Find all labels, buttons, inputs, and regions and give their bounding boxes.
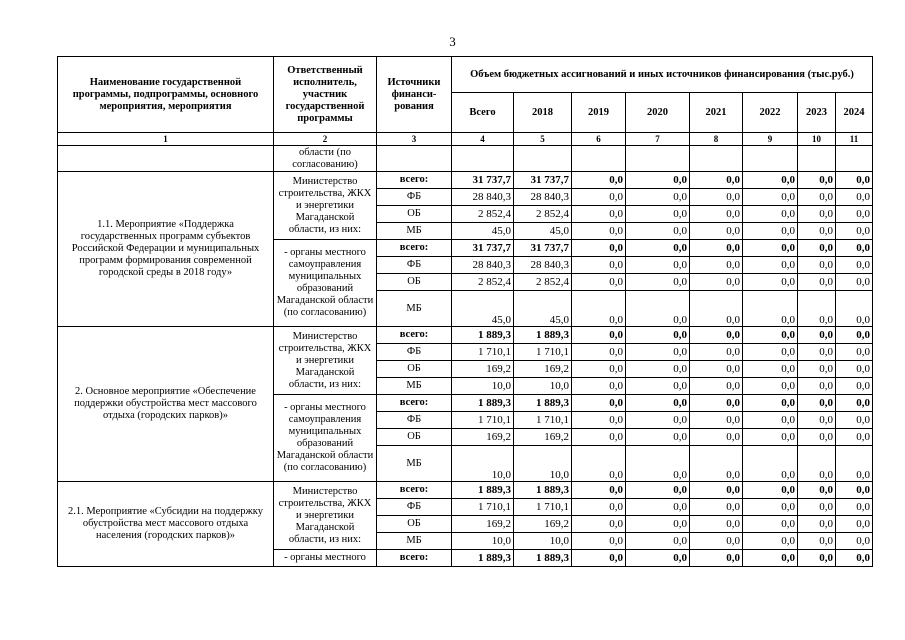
header-year: 2022 [743,93,798,133]
value-cell: 10,0 [514,533,572,550]
value-cell: 0,0 [743,516,798,533]
value-cell: 0,0 [836,240,873,257]
value-cell: 0,0 [626,327,690,344]
value-cell: 0,0 [836,172,873,189]
value-cell: 0,0 [572,257,626,274]
table-cell [514,146,572,172]
source-cell: ФБ [377,412,452,429]
value-cell: 0,0 [743,499,798,516]
value-cell: 28 840,3 [514,189,572,206]
table-cell [690,146,743,172]
value-cell: 0,0 [626,291,690,327]
value-cell: 0,0 [836,327,873,344]
value-cell: 45,0 [514,223,572,240]
value-cell: 0,0 [798,291,836,327]
value-cell: 0,0 [798,429,836,446]
value-cell: 0,0 [690,291,743,327]
value-cell: 0,0 [836,395,873,412]
value-cell: 28 840,3 [452,257,514,274]
value-cell: 0,0 [626,206,690,223]
value-cell: 1 710,1 [452,499,514,516]
value-cell: 31 737,7 [514,172,572,189]
value-cell: 0,0 [690,412,743,429]
value-cell: 0,0 [798,516,836,533]
value-cell: 0,0 [836,550,873,567]
value-cell: 169,2 [514,361,572,378]
value-cell: 0,0 [690,344,743,361]
column-number: 9 [743,133,798,146]
value-cell: 0,0 [690,550,743,567]
value-cell: 0,0 [798,344,836,361]
header-year: 2019 [572,93,626,133]
value-cell: 0,0 [798,327,836,344]
value-cell: 0,0 [690,257,743,274]
value-cell: 28 840,3 [514,257,572,274]
value-cell: 0,0 [743,291,798,327]
column-number: 10 [798,133,836,146]
source-cell: всего: [377,327,452,344]
value-cell: 1 889,3 [514,395,572,412]
value-cell: 0,0 [626,378,690,395]
value-cell: 0,0 [572,189,626,206]
value-cell: 31 737,7 [452,172,514,189]
executor-cell: Министерство строительства, ЖКХ и энергетики Магаданской области, из них: [274,482,377,550]
column-number: 7 [626,133,690,146]
value-cell: 0,0 [836,429,873,446]
value-cell: 0,0 [690,206,743,223]
source-cell: ФБ [377,344,452,361]
value-cell: 0,0 [743,344,798,361]
value-cell: 0,0 [626,429,690,446]
table-cell [452,146,514,172]
source-cell: ОБ [377,206,452,223]
value-cell: 0,0 [743,361,798,378]
value-cell: 0,0 [626,361,690,378]
value-cell: 0,0 [743,550,798,567]
value-cell: 0,0 [572,446,626,482]
value-cell: 0,0 [743,446,798,482]
value-cell: 0,0 [798,206,836,223]
value-cell: 2 852,4 [514,206,572,223]
value-cell: 0,0 [836,446,873,482]
value-cell: 28 840,3 [452,189,514,206]
source-cell: всего: [377,172,452,189]
executor-cell: - органы местного самоуправления муниципальных образований Магаданской области (по согласованию) [274,240,377,327]
activity-name-cell: 2.1. Мероприятие «Субсидии на поддержку обустройства мест массового отдыха населения (городских парков)» [58,482,274,567]
table-cell [572,146,626,172]
value-cell: 0,0 [836,516,873,533]
value-cell: 0,0 [626,344,690,361]
executor-cell: области (по согласованию) [274,146,377,172]
value-cell: 0,0 [626,446,690,482]
value-cell: 0,0 [572,412,626,429]
table-cell [626,146,690,172]
value-cell: 31 737,7 [452,240,514,257]
value-cell: 0,0 [572,361,626,378]
value-cell: 0,0 [798,412,836,429]
column-number: 2 [274,133,377,146]
value-cell: 0,0 [626,240,690,257]
value-cell: 1 889,3 [452,327,514,344]
value-cell: 0,0 [626,172,690,189]
value-cell: 0,0 [798,189,836,206]
value-cell: 0,0 [572,550,626,567]
value-cell: 0,0 [572,378,626,395]
budget-table [57,56,873,567]
column-number: 8 [690,133,743,146]
value-cell: 1 710,1 [514,344,572,361]
source-cell: ОБ [377,274,452,291]
column-number: 4 [452,133,514,146]
table-cell [836,146,873,172]
source-cell: всего: [377,395,452,412]
value-cell: 0,0 [836,378,873,395]
value-cell: 10,0 [514,446,572,482]
value-cell: 0,0 [572,516,626,533]
source-cell: всего: [377,550,452,567]
value-cell: 0,0 [572,223,626,240]
value-cell: 0,0 [690,223,743,240]
value-cell: 0,0 [690,429,743,446]
value-cell: 0,0 [626,189,690,206]
executor-cell: - органы местного [274,550,377,567]
header-year: 2020 [626,93,690,133]
value-cell: 0,0 [626,516,690,533]
value-cell: 0,0 [798,395,836,412]
value-cell: 0,0 [743,189,798,206]
header-sources: Источники финанси-рования [377,57,452,133]
value-cell: 0,0 [690,533,743,550]
value-cell: 0,0 [743,257,798,274]
value-cell: 10,0 [452,533,514,550]
value-cell: 0,0 [572,533,626,550]
value-cell: 0,0 [743,206,798,223]
value-cell: 169,2 [452,361,514,378]
value-cell: 0,0 [572,206,626,223]
source-cell: всего: [377,482,452,499]
value-cell: 1 710,1 [452,344,514,361]
value-cell: 0,0 [743,395,798,412]
header-volume: Объем бюджетных ассигнований и иных источников финансирования (тыс.руб.) [452,57,873,93]
value-cell: 0,0 [690,327,743,344]
header-year: 2021 [690,93,743,133]
value-cell: 0,0 [572,172,626,189]
source-cell: ФБ [377,189,452,206]
value-cell: 0,0 [743,240,798,257]
table-cell [58,146,274,172]
value-cell: 0,0 [743,274,798,291]
page-number: 3 [449,34,456,49]
value-cell: 10,0 [452,378,514,395]
column-number: 6 [572,133,626,146]
value-cell: 0,0 [836,291,873,327]
continuation-row [58,146,873,172]
activity-name-cell: 1.1. Мероприятие «Поддержка государственных программ субъектов Российской Федерации и муниципальных программ формирования современной городской среды в 2018 году» [58,172,274,327]
value-cell: 0,0 [743,327,798,344]
value-cell: 0,0 [626,274,690,291]
value-cell: 0,0 [836,499,873,516]
value-cell: 0,0 [690,378,743,395]
value-cell: 0,0 [798,446,836,482]
executor-cell: - органы местного самоуправления муниципальных образований Магаданской области (по согласованию) [274,395,377,482]
column-number: 11 [836,133,873,146]
value-cell: 1 889,3 [514,550,572,567]
value-cell: 169,2 [452,516,514,533]
value-cell: 0,0 [690,395,743,412]
value-cell: 0,0 [626,533,690,550]
value-cell: 0,0 [798,361,836,378]
source-cell: всего: [377,240,452,257]
value-cell: 0,0 [798,274,836,291]
header-executor: Ответственный исполнитель, участник государственной программы [274,57,377,133]
value-cell: 0,0 [626,395,690,412]
value-cell: 0,0 [836,412,873,429]
header-year: 2023 [798,93,836,133]
value-cell: 0,0 [743,412,798,429]
value-cell: 0,0 [690,189,743,206]
value-cell: 0,0 [798,240,836,257]
value-cell: 0,0 [572,240,626,257]
value-cell: 10,0 [514,378,572,395]
value-cell: 1 710,1 [514,499,572,516]
value-cell: 0,0 [836,257,873,274]
column-number: 1 [58,133,274,146]
value-cell: 0,0 [572,499,626,516]
value-cell: 2 852,4 [514,274,572,291]
source-cell: ОБ [377,516,452,533]
source-cell: МБ [377,533,452,550]
source-cell: ФБ [377,257,452,274]
value-cell: 0,0 [798,482,836,499]
source-cell: ОБ [377,361,452,378]
value-cell: 0,0 [798,378,836,395]
header-name: Наименование государственной программы, подпрограммы, основного мероприятия, мероприятия [58,57,274,133]
value-cell: 0,0 [572,429,626,446]
value-cell: 1 710,1 [452,412,514,429]
value-cell: 0,0 [836,206,873,223]
value-cell: 0,0 [572,395,626,412]
table-cell [743,146,798,172]
value-cell: 2 852,4 [452,274,514,291]
value-cell: 0,0 [572,344,626,361]
value-cell: 0,0 [572,291,626,327]
value-cell: 0,0 [798,257,836,274]
value-cell: 0,0 [743,172,798,189]
column-number: 5 [514,133,572,146]
value-cell: 0,0 [690,446,743,482]
value-cell: 0,0 [690,172,743,189]
value-cell: 1 889,3 [452,395,514,412]
value-cell: 0,0 [690,499,743,516]
value-cell: 45,0 [452,223,514,240]
value-cell: 0,0 [572,482,626,499]
value-cell: 0,0 [743,378,798,395]
value-cell: 0,0 [743,223,798,240]
table-row [58,327,873,344]
table-cell [377,146,452,172]
source-cell: ОБ [377,429,452,446]
value-cell: 0,0 [626,412,690,429]
value-cell: 0,0 [626,257,690,274]
value-cell: 0,0 [626,499,690,516]
value-cell: 1 889,3 [452,550,514,567]
source-cell: МБ [377,291,452,327]
executor-cell: Министерство строительства, ЖКХ и энергетики Магаданской области, из них: [274,327,377,395]
value-cell: 0,0 [743,429,798,446]
value-cell: 0,0 [836,223,873,240]
value-cell: 0,0 [836,361,873,378]
source-cell: МБ [377,378,452,395]
value-cell: 0,0 [798,550,836,567]
table-row [58,172,873,189]
value-cell: 0,0 [690,361,743,378]
header-year: 2024 [836,93,873,133]
value-cell: 169,2 [452,429,514,446]
header-year: Всего [452,93,514,133]
table-row [58,482,873,499]
value-cell: 10,0 [452,446,514,482]
executor-cell: Министерство строительства, ЖКХ и энергетики Магаданской области, из них: [274,172,377,240]
value-cell: 0,0 [836,482,873,499]
value-cell: 0,0 [690,274,743,291]
value-cell: 0,0 [626,550,690,567]
value-cell: 0,0 [572,274,626,291]
value-cell: 169,2 [514,516,572,533]
value-cell: 1 710,1 [514,412,572,429]
value-cell: 1 889,3 [514,327,572,344]
value-cell: 0,0 [743,533,798,550]
value-cell: 0,0 [690,516,743,533]
value-cell: 0,0 [798,533,836,550]
source-cell: МБ [377,446,452,482]
value-cell: 0,0 [798,223,836,240]
value-cell: 0,0 [836,274,873,291]
value-cell: 1 889,3 [514,482,572,499]
value-cell: 0,0 [572,327,626,344]
column-number: 3 [377,133,452,146]
value-cell: 0,0 [626,223,690,240]
table-cell [798,146,836,172]
value-cell: 2 852,4 [452,206,514,223]
source-cell: ФБ [377,499,452,516]
value-cell: 45,0 [514,291,572,327]
activity-name-cell: 2. Основное мероприятие «Обеспечение поддержки обустройства мест массового отдыха (городских парков)» [58,327,274,482]
value-cell: 0,0 [798,499,836,516]
value-cell: 0,0 [798,172,836,189]
header-year: 2018 [514,93,572,133]
value-cell: 45,0 [452,291,514,327]
value-cell: 0,0 [836,533,873,550]
value-cell: 31 737,7 [514,240,572,257]
value-cell: 0,0 [690,482,743,499]
value-cell: 0,0 [743,482,798,499]
value-cell: 1 889,3 [452,482,514,499]
value-cell: 0,0 [626,482,690,499]
value-cell: 0,0 [690,240,743,257]
value-cell: 0,0 [836,189,873,206]
source-cell: МБ [377,223,452,240]
value-cell: 0,0 [836,344,873,361]
value-cell: 169,2 [514,429,572,446]
